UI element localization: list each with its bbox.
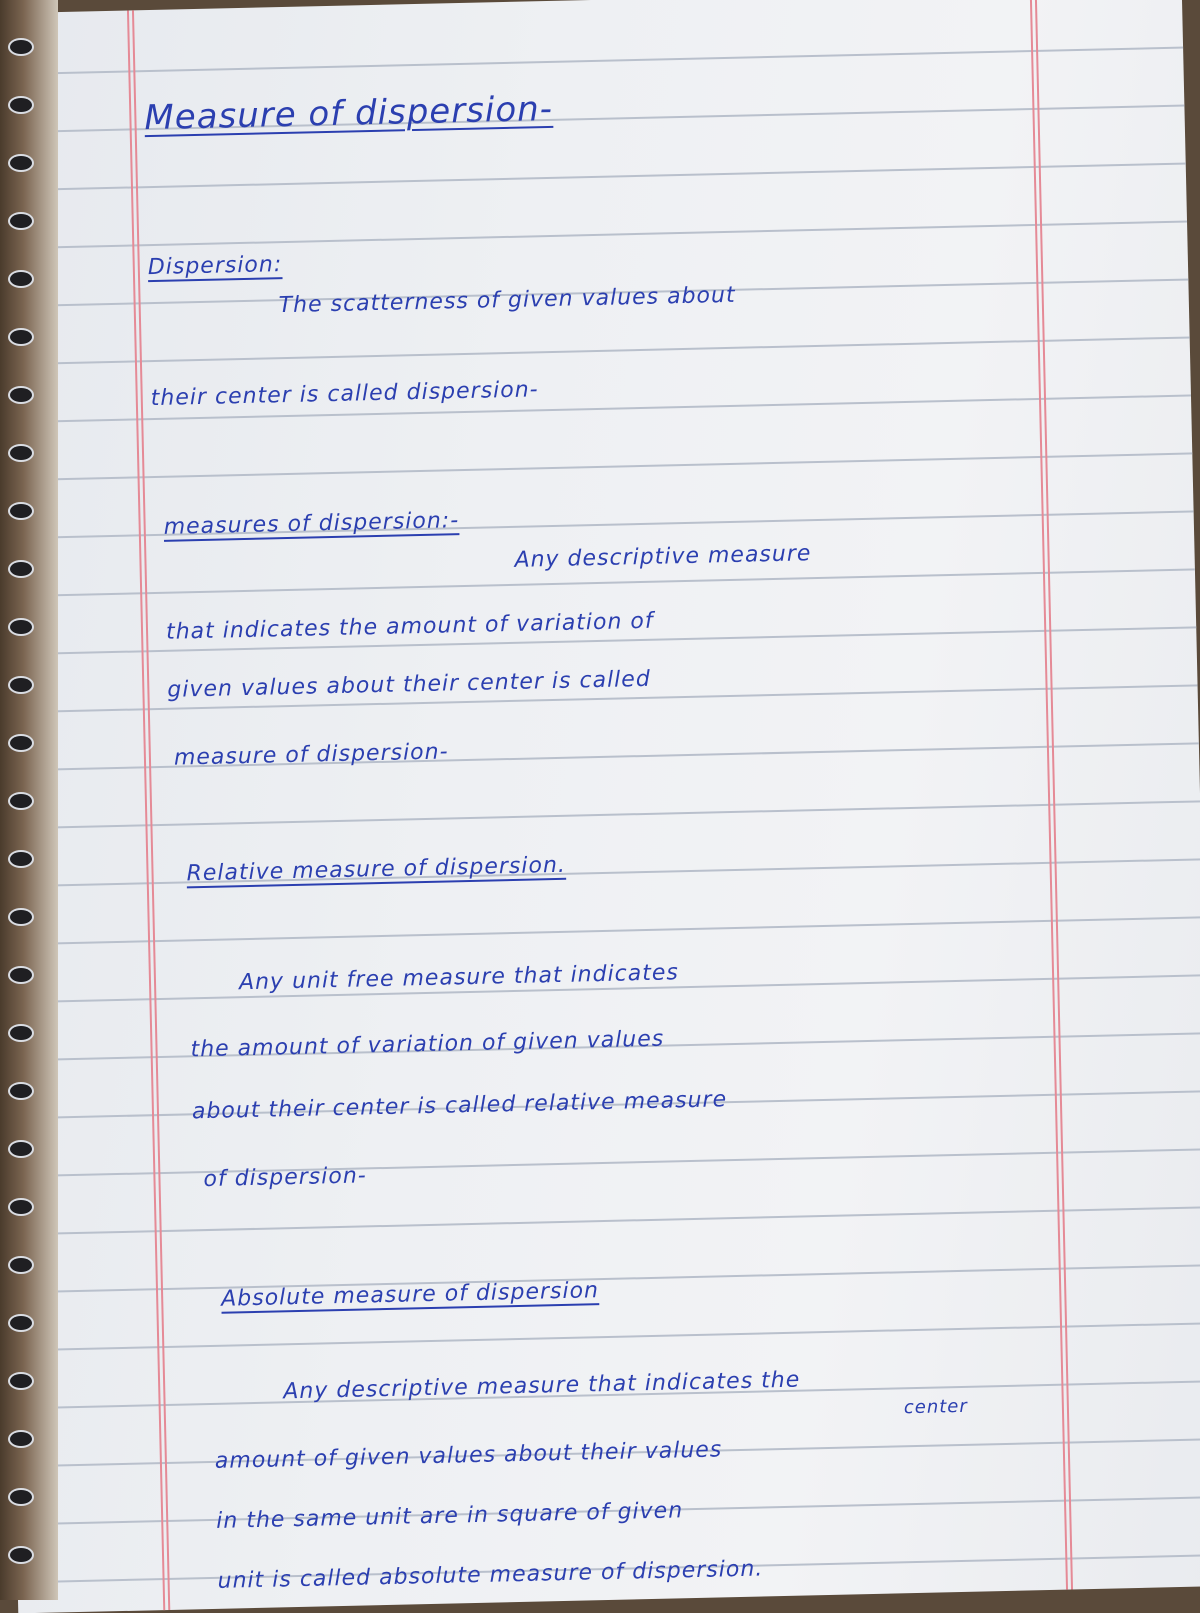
right-margin-line bbox=[1028, 0, 1069, 1613]
text-line: of dispersion- bbox=[203, 1163, 367, 1193]
binding-hole bbox=[10, 214, 32, 228]
rule-line bbox=[0, 1147, 1200, 1178]
rule-line bbox=[0, 799, 1200, 830]
text-line: The scatterness of given values about bbox=[278, 282, 736, 319]
rule-line bbox=[0, 451, 1200, 482]
right-margin-line bbox=[1033, 0, 1074, 1613]
text-line: in the same unit are in square of given bbox=[215, 1498, 684, 1534]
binding-hole bbox=[10, 562, 32, 576]
binding-hole bbox=[10, 1490, 32, 1504]
binding-hole bbox=[10, 736, 32, 750]
binding-hole bbox=[10, 1084, 32, 1098]
rule-line bbox=[0, 567, 1200, 598]
text-line: that indicates the amount of variation of bbox=[165, 608, 654, 645]
binding-hole bbox=[10, 446, 32, 460]
binding-hole bbox=[10, 1374, 32, 1388]
section-heading: Absolute measure of dispersion bbox=[220, 1278, 600, 1312]
rule-line bbox=[0, 45, 1200, 76]
binding-hole bbox=[10, 40, 32, 54]
notebook-binding bbox=[0, 0, 58, 1600]
text-line: given values about their center is called bbox=[167, 666, 652, 703]
binding-hole bbox=[10, 678, 32, 692]
text-line: about their center is called relative measure bbox=[191, 1087, 728, 1125]
rule-line bbox=[0, 1321, 1200, 1352]
section-heading: Dispersion: bbox=[147, 252, 283, 281]
binding-hole bbox=[10, 1432, 32, 1446]
rule-line bbox=[0, 857, 1200, 888]
binding-hole bbox=[10, 1258, 32, 1272]
binding-hole bbox=[10, 1142, 32, 1156]
left-margin-line bbox=[131, 0, 172, 1613]
binding-hole bbox=[10, 156, 32, 170]
text-line: Any unit free measure that indicates bbox=[238, 960, 680, 996]
text-line: measure of dispersion- bbox=[173, 739, 449, 771]
rule-line bbox=[0, 219, 1200, 250]
text-line: unit is called absolute measure of dispersion. bbox=[217, 1556, 764, 1594]
left-margin-line bbox=[126, 0, 167, 1613]
text-line: amount of given values about their values bbox=[214, 1437, 723, 1474]
rule-line bbox=[0, 335, 1200, 366]
binding-hole bbox=[10, 1316, 32, 1330]
text-line: Any descriptive measure that indicates the bbox=[283, 1367, 801, 1405]
page-title: Measure of dispersion- bbox=[143, 88, 554, 139]
section-heading: Relative measure of dispersion. bbox=[186, 852, 567, 887]
binding-hole bbox=[10, 1548, 32, 1562]
text-line: Any descriptive measure bbox=[514, 541, 812, 573]
text-line: their center is called dispersion- bbox=[150, 377, 539, 412]
text-line: the amount of variation of given values bbox=[190, 1026, 665, 1063]
binding-hole bbox=[10, 504, 32, 518]
binding-hole bbox=[10, 272, 32, 286]
text-line: center bbox=[903, 1395, 969, 1419]
binding-hole bbox=[10, 852, 32, 866]
binding-hole bbox=[10, 910, 32, 924]
binding-hole bbox=[10, 330, 32, 344]
rule-line bbox=[0, 161, 1200, 192]
binding-hole bbox=[10, 620, 32, 634]
binding-hole bbox=[10, 1026, 32, 1040]
rule-line bbox=[0, 915, 1200, 946]
binding-hole bbox=[10, 98, 32, 112]
binding-hole bbox=[10, 388, 32, 402]
binding-hole bbox=[10, 968, 32, 982]
binding-hole bbox=[10, 794, 32, 808]
binding-hole bbox=[10, 1200, 32, 1214]
rule-line bbox=[0, 1205, 1200, 1236]
rule-line bbox=[0, 1263, 1200, 1294]
section-heading: measures of dispersion:- bbox=[163, 508, 460, 540]
